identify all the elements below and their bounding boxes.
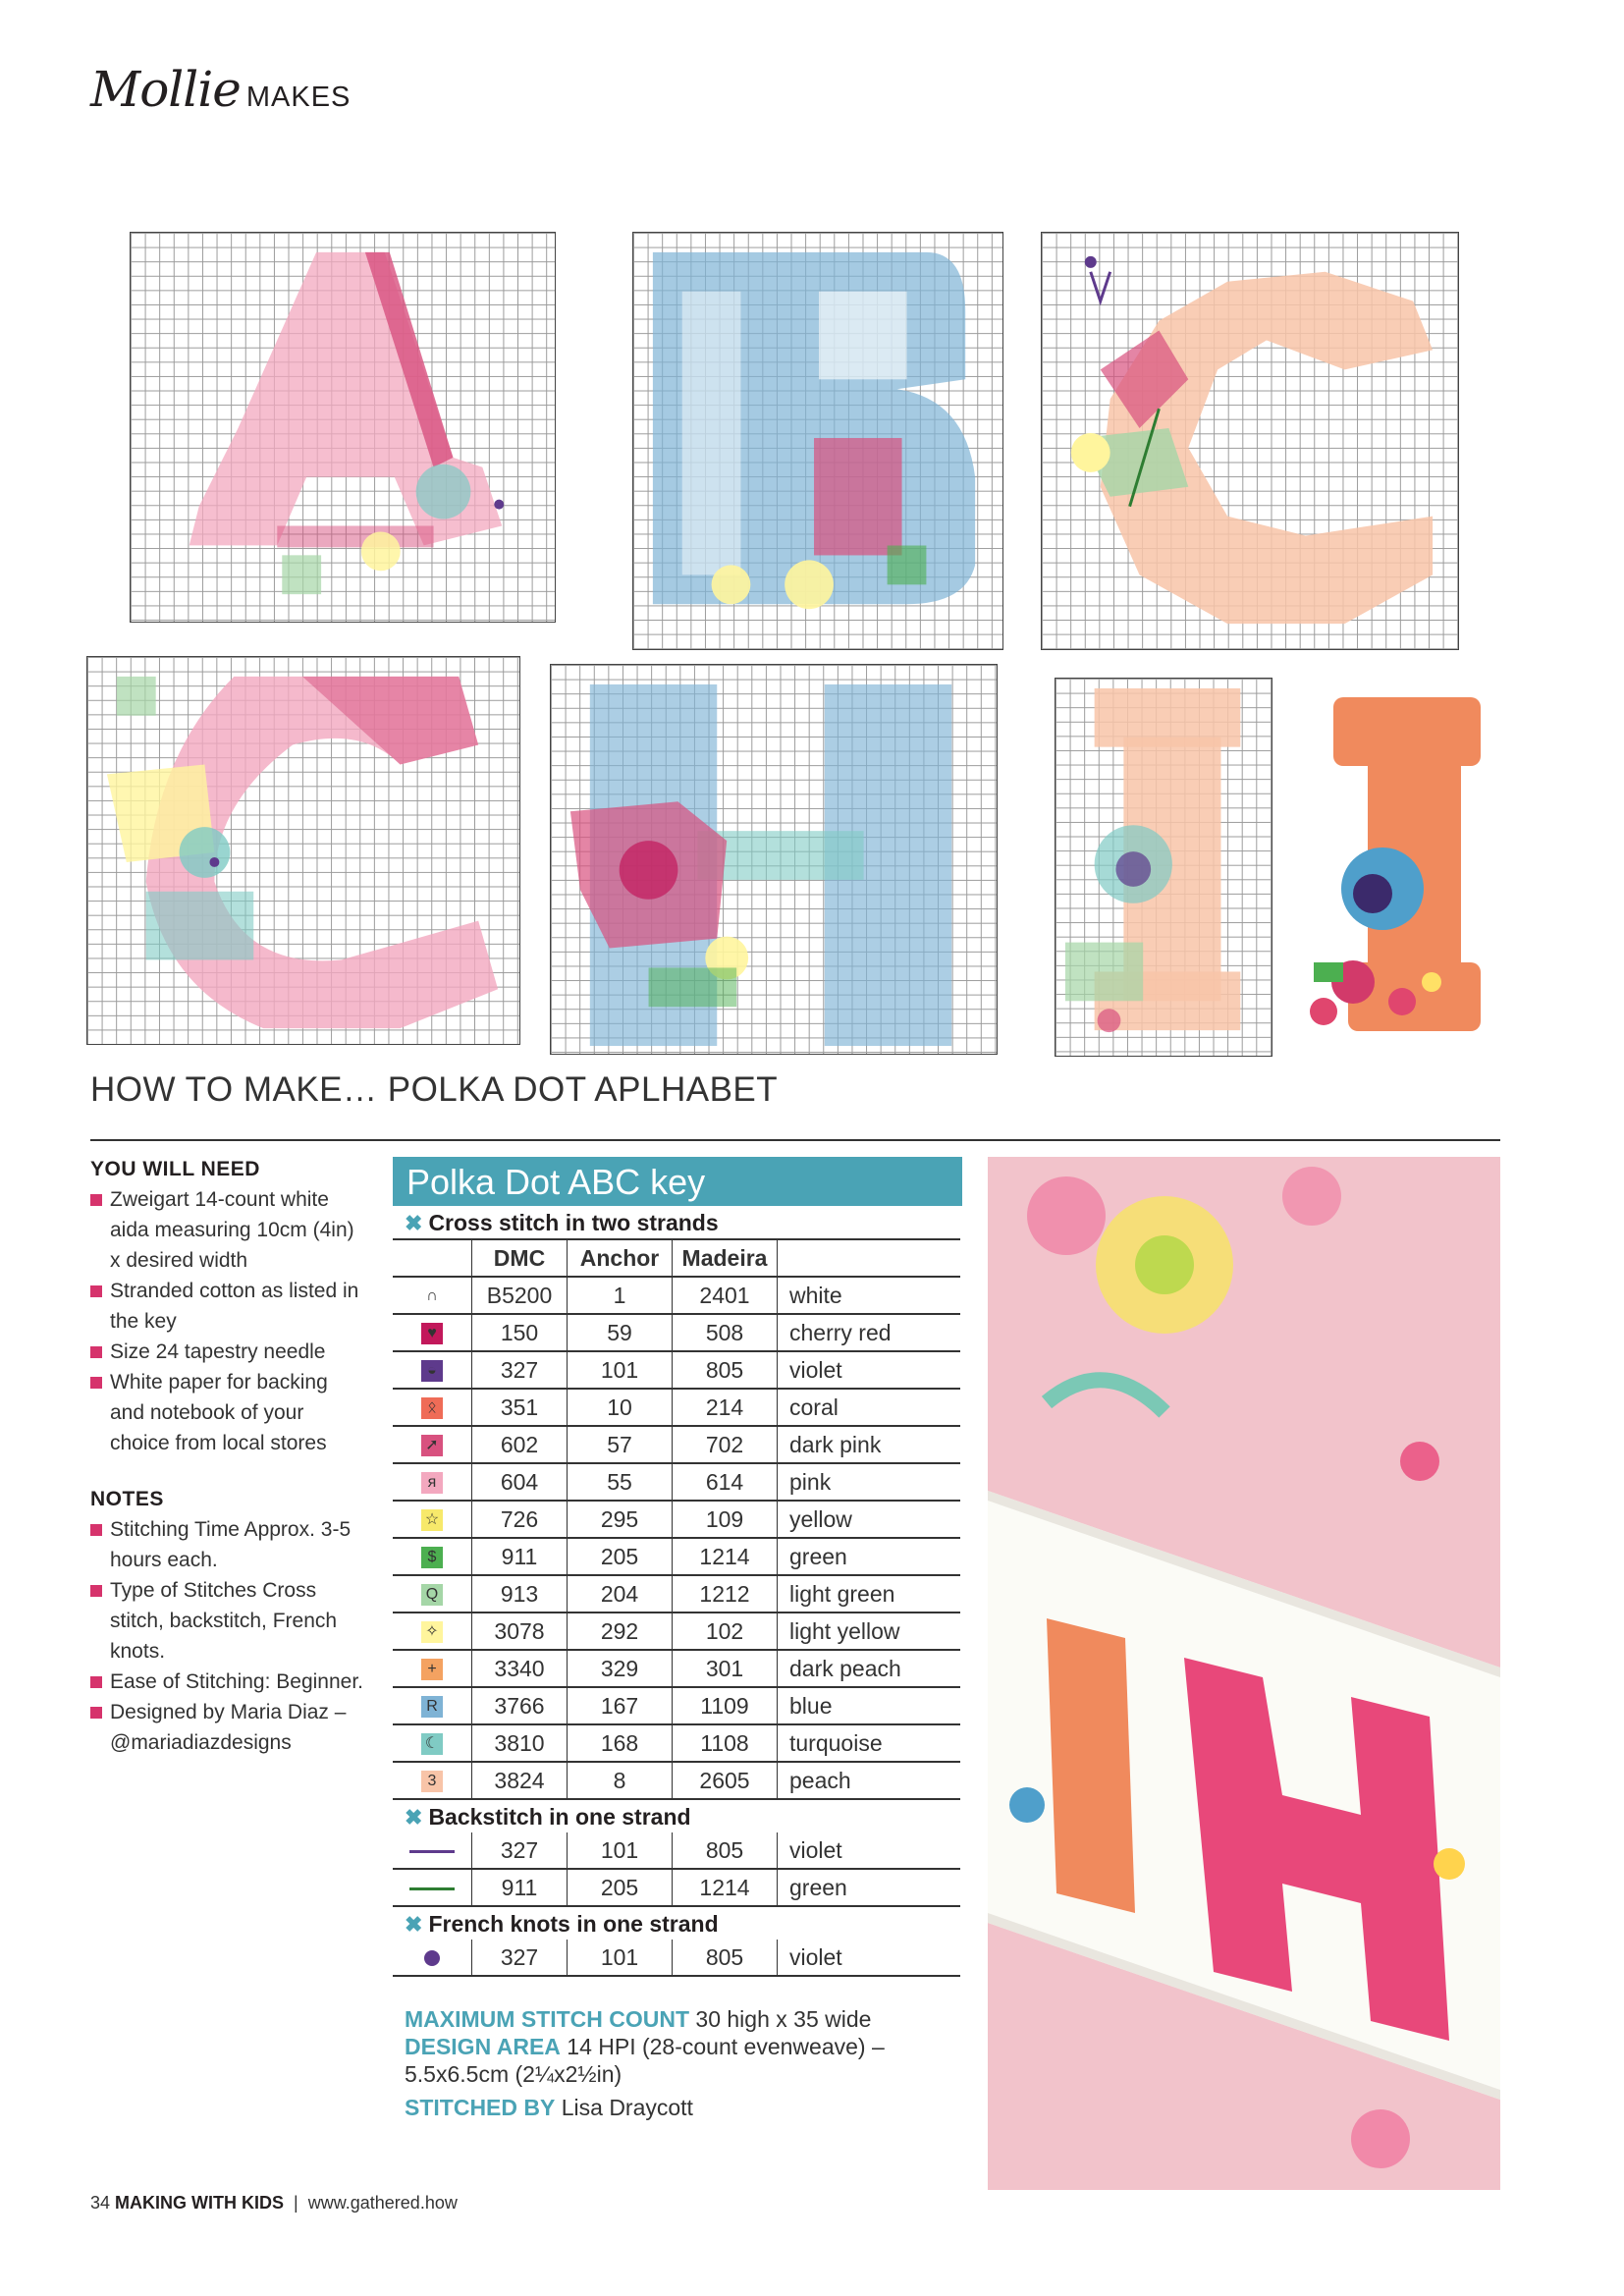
- anchor-cell: 10: [568, 1389, 673, 1426]
- bullet-square-icon: [90, 1524, 102, 1536]
- dmc-cell: 602: [472, 1426, 568, 1463]
- cross-stitch-rows: [393, 1277, 960, 1799]
- key-row: [393, 1762, 960, 1799]
- madeira-cell: 1214: [673, 1538, 778, 1575]
- symbol-cell: [393, 1687, 472, 1724]
- backstitch-table: [393, 1832, 960, 1907]
- madeira-cell: 1108: [673, 1724, 778, 1762]
- column-header: DMC: [472, 1239, 568, 1277]
- color-name-cell: turquoise: [778, 1724, 961, 1762]
- symbol-cell: [393, 1389, 472, 1426]
- dmc-cell: 3340: [472, 1650, 568, 1687]
- list-item: Size 24 tapestry needle: [90, 1337, 365, 1367]
- dmc-cell: 327: [472, 1832, 568, 1869]
- list-item: Ease of Stitching: Beginner.: [90, 1667, 365, 1697]
- anchor-cell: 168: [568, 1724, 673, 1762]
- notes-heading: NOTES: [90, 1488, 164, 1510]
- dmc-cell: 604: [472, 1463, 568, 1501]
- stitch-symbol-icon: ᛟ: [421, 1397, 443, 1419]
- max-stitch-count: MAXIMUM STITCH COUNT 30 high x 35 wide: [405, 2006, 872, 2032]
- dmc-cell: B5200: [472, 1277, 568, 1314]
- symbol-cell: [393, 1501, 472, 1538]
- dmc-cell: 351: [472, 1389, 568, 1426]
- symbol-cell: [393, 1314, 472, 1351]
- bullet-square-icon: [90, 1377, 102, 1389]
- backstitch-rows: [393, 1832, 960, 1906]
- color-name-cell: violet: [778, 1351, 961, 1389]
- color-name-cell: dark pink: [778, 1426, 961, 1463]
- stitch-symbol-icon: ∩: [421, 1285, 443, 1307]
- stitch-symbol-icon: +: [421, 1659, 443, 1680]
- stitch-symbol-icon: $: [421, 1547, 443, 1568]
- french-knots-table: [393, 1940, 960, 1977]
- symbol-cell: [393, 1277, 472, 1314]
- anchor-cell: 205: [568, 1869, 673, 1906]
- symbol-cell: [393, 1613, 472, 1650]
- madeira-cell: 214: [673, 1389, 778, 1426]
- french-knots-heading: ✖ French knots in one strand: [405, 1911, 719, 1937]
- backstitch-line-icon: [409, 1887, 455, 1890]
- dmc-cell: 911: [472, 1869, 568, 1906]
- bullet-square-icon: [90, 1285, 102, 1297]
- anchor-cell: 205: [568, 1538, 673, 1575]
- symbol-cell: [393, 1724, 472, 1762]
- symbol-cell: [393, 1940, 472, 1976]
- bullet-square-icon: [90, 1585, 102, 1597]
- anchor-cell: 8: [568, 1762, 673, 1799]
- madeira-cell: 508: [673, 1314, 778, 1351]
- anchor-cell: 295: [568, 1501, 673, 1538]
- symbol-cell: [393, 1575, 472, 1613]
- color-name-cell: light yellow: [778, 1613, 961, 1650]
- color-name-cell: green: [778, 1538, 961, 1575]
- stitch-symbol-icon: я: [421, 1472, 443, 1494]
- anchor-cell: 292: [568, 1613, 673, 1650]
- color-name-cell: peach: [778, 1762, 961, 1799]
- symbol-cell: [393, 1538, 472, 1575]
- key-row: [393, 1687, 960, 1724]
- chart-letter-c: [1041, 232, 1459, 650]
- color-name-cell: cherry red: [778, 1314, 961, 1351]
- anchor-cell: 204: [568, 1575, 673, 1613]
- color-name-cell: white: [778, 1277, 961, 1314]
- footer-url: www.gathered.how: [307, 2193, 458, 2213]
- key-row: [393, 1869, 960, 1906]
- chart-letter-i: [1055, 678, 1272, 1057]
- key-row: [393, 1389, 960, 1426]
- madeira-cell: 1214: [673, 1869, 778, 1906]
- column-header: Anchor: [568, 1239, 673, 1277]
- anchor-cell: 59: [568, 1314, 673, 1351]
- anchor-cell: 101: [568, 1832, 673, 1869]
- anchor-cell: 55: [568, 1463, 673, 1501]
- color-name-cell: blue: [778, 1687, 961, 1724]
- brand-logo: [90, 61, 351, 118]
- cross-icon: ✖: [405, 1804, 423, 1830]
- list-item: Type of Stitches Cross stitch, backstitch, French knots.: [90, 1575, 365, 1667]
- color-name-cell: yellow: [778, 1501, 961, 1538]
- stitch-symbol-icon: R: [421, 1696, 443, 1718]
- cross-icon: ✖: [405, 1911, 423, 1937]
- stitched-by: STITCHED BY Lisa Draycott: [405, 2095, 693, 2120]
- symbol-column-header: [393, 1239, 472, 1277]
- cross-stitch-heading: ✖ Cross stitch in two strands: [405, 1210, 719, 1235]
- stitch-symbol-icon: ➚: [421, 1435, 443, 1456]
- footer-separator: |: [289, 2193, 303, 2213]
- dmc-cell: 3766: [472, 1687, 568, 1724]
- thread-key: [393, 1157, 962, 1977]
- symbol-cell: [393, 1869, 472, 1906]
- section-divider: [90, 1139, 1500, 1141]
- key-row: [393, 1314, 960, 1351]
- key-row: [393, 1940, 960, 1976]
- madeira-cell: 1109: [673, 1687, 778, 1724]
- madeira-cell: 614: [673, 1463, 778, 1501]
- key-row: [393, 1832, 960, 1869]
- section-title: HOW TO MAKE… POLKA DOT APLHABET: [90, 1070, 779, 1109]
- chart-letter-b: [632, 232, 1003, 650]
- stitched-notebook-photo: [988, 1157, 1500, 2190]
- stitch-symbol-icon: ♥: [421, 1323, 443, 1344]
- key-row: [393, 1538, 960, 1575]
- color-name-cell: violet: [778, 1940, 961, 1976]
- dmc-cell: 3810: [472, 1724, 568, 1762]
- stitched-letter-i-photo: [1294, 687, 1522, 1043]
- bullet-square-icon: [90, 1707, 102, 1719]
- bullet-square-icon: [90, 1346, 102, 1358]
- madeira-cell: 805: [673, 1832, 778, 1869]
- cross-icon: ✖: [405, 1210, 423, 1235]
- page-footer: [90, 2193, 458, 2214]
- design-area: DESIGN AREA 14 HPI (28-count evenweave) – 5.5x6.5cm (2¼x2½in): [405, 2034, 885, 2087]
- madeira-cell: 1212: [673, 1575, 778, 1613]
- stitch-symbol-icon: 3: [421, 1771, 443, 1792]
- madeira-cell: 301: [673, 1650, 778, 1687]
- stitch-symbol-icon: ☾: [421, 1733, 443, 1755]
- you-will-need-heading: YOU WILL NEED: [90, 1158, 260, 1180]
- key-table: [393, 1238, 960, 1800]
- brand-plain: MAKES: [245, 82, 352, 113]
- symbol-cell: [393, 1426, 472, 1463]
- chart-letter-e: [550, 664, 998, 1055]
- key-row: [393, 1650, 960, 1687]
- dmc-cell: 150: [472, 1314, 568, 1351]
- dmc-cell: 913: [472, 1575, 568, 1613]
- symbol-cell: [393, 1762, 472, 1799]
- stitch-symbol-icon: ◒: [421, 1360, 443, 1382]
- backstitch-line-icon: [409, 1850, 455, 1853]
- anchor-cell: 1: [568, 1277, 673, 1314]
- color-name-cell: green: [778, 1869, 961, 1906]
- you-will-need-list: [90, 1184, 365, 1458]
- bullet-square-icon: [90, 1194, 102, 1206]
- page-number: 34: [90, 2193, 111, 2213]
- list-item: Zweigart 14-count white aida measuring 10cm (4in) x desired width: [90, 1184, 365, 1276]
- symbol-cell: [393, 1351, 472, 1389]
- column-header: Madeira: [673, 1239, 778, 1277]
- list-item: Designed by Maria Diaz – @mariadiazdesigns: [90, 1697, 365, 1758]
- french-knot-dot-icon: [424, 1950, 440, 1966]
- list-item: Stitching Time Approx. 3-5 hours each.: [90, 1514, 365, 1575]
- dmc-cell: 327: [472, 1940, 568, 1976]
- color-name-cell: pink: [778, 1463, 961, 1501]
- chart-letter-d: [86, 656, 520, 1045]
- key-row: [393, 1277, 960, 1314]
- notes-list: [90, 1514, 365, 1758]
- key-row: [393, 1351, 960, 1389]
- dmc-cell: 3824: [472, 1762, 568, 1799]
- backstitch-heading: ✖ Backstitch in one strand: [405, 1804, 691, 1830]
- list-item: White paper for backing and notebook of your choice from local stores: [90, 1367, 365, 1458]
- key-row: [393, 1501, 960, 1538]
- dmc-cell: 3078: [472, 1613, 568, 1650]
- footer-section: MAKING WITH KIDS: [115, 2193, 285, 2213]
- stitch-symbol-icon: Q: [421, 1584, 443, 1606]
- madeira-cell: 102: [673, 1613, 778, 1650]
- key-row: [393, 1575, 960, 1613]
- dmc-cell: 327: [472, 1351, 568, 1389]
- stitch-symbol-icon: ☆: [421, 1509, 443, 1531]
- color-name-cell: light green: [778, 1575, 961, 1613]
- bullet-square-icon: [90, 1676, 102, 1688]
- list-item: Stranded cotton as listed in the key: [90, 1276, 365, 1337]
- column-header: [778, 1239, 961, 1277]
- chart-letter-a: [130, 232, 556, 623]
- design-meta: [405, 2005, 954, 2121]
- french-knot-rows: [393, 1940, 960, 1976]
- symbol-cell: [393, 1463, 472, 1501]
- key-row: [393, 1463, 960, 1501]
- anchor-cell: 101: [568, 1351, 673, 1389]
- anchor-cell: 101: [568, 1940, 673, 1976]
- symbol-cell: [393, 1832, 472, 1869]
- anchor-cell: 329: [568, 1650, 673, 1687]
- madeira-cell: 702: [673, 1426, 778, 1463]
- sidebar-info: [90, 1154, 365, 1783]
- key-header-row: [393, 1239, 960, 1277]
- madeira-cell: 109: [673, 1501, 778, 1538]
- color-name-cell: dark peach: [778, 1650, 961, 1687]
- key-row: [393, 1724, 960, 1762]
- madeira-cell: 2605: [673, 1762, 778, 1799]
- symbol-cell: [393, 1650, 472, 1687]
- key-row: [393, 1426, 960, 1463]
- key-row: [393, 1613, 960, 1650]
- color-name-cell: violet: [778, 1832, 961, 1869]
- color-name-cell: coral: [778, 1389, 961, 1426]
- anchor-cell: 167: [568, 1687, 673, 1724]
- dmc-cell: 726: [472, 1501, 568, 1538]
- madeira-cell: 805: [673, 1351, 778, 1389]
- dmc-cell: 911: [472, 1538, 568, 1575]
- madeira-cell: 805: [673, 1940, 778, 1976]
- brand-script: Mollie: [90, 61, 241, 118]
- stitch-symbol-icon: ✧: [421, 1621, 443, 1643]
- key-title: Polka Dot ABC key: [393, 1157, 962, 1206]
- anchor-cell: 57: [568, 1426, 673, 1463]
- madeira-cell: 2401: [673, 1277, 778, 1314]
